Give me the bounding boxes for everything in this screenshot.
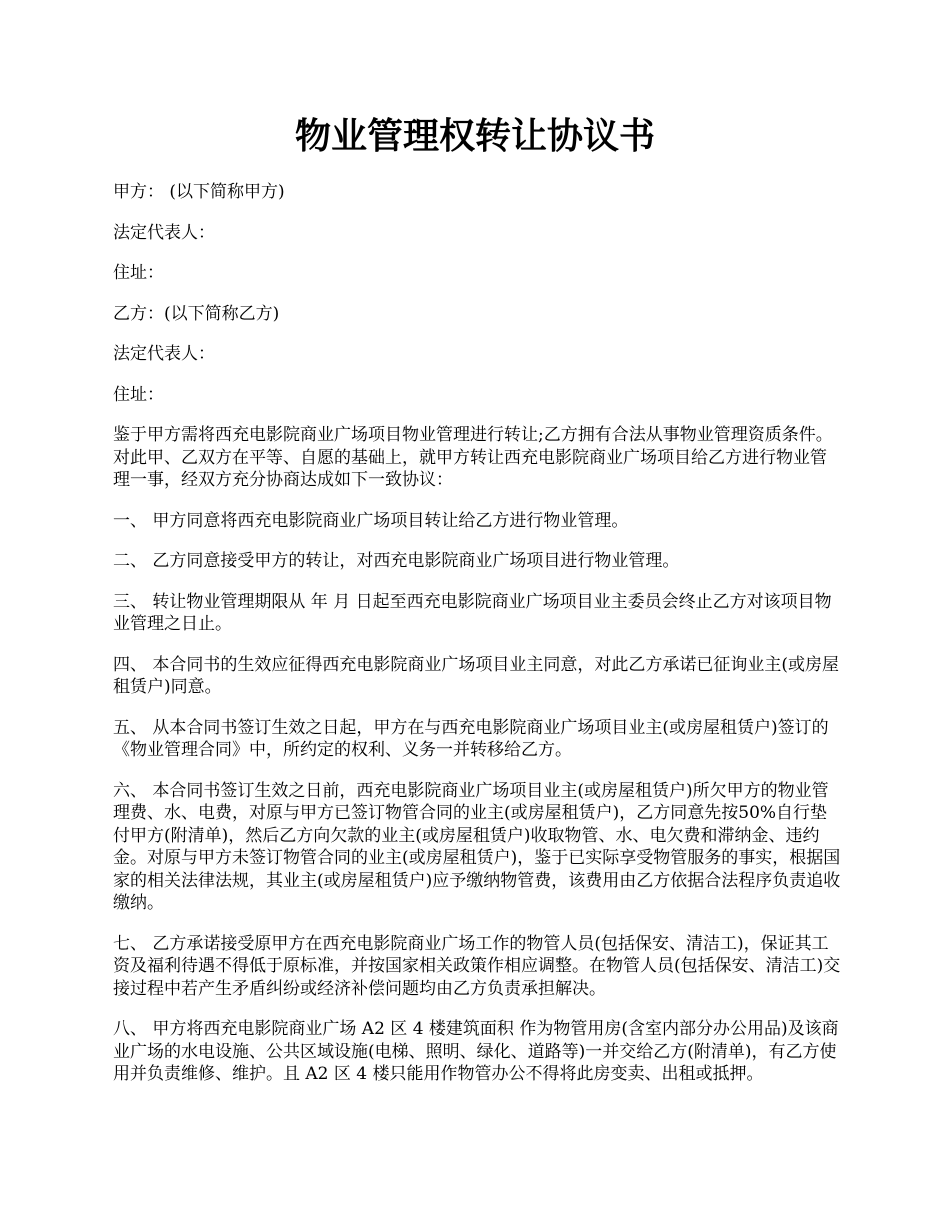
clause-7: 七、 乙方承诺接受原甲方在西充电影院商业广场工作的物管人员(包括保安、清洁工)，保证其工资及福利待遇不得低于原标准，并按国家相关政策作相应调整。在物管人员(包括保安、清洁工)交接过程中若产生矛盾纠纷或经济补偿问题均由乙方负责承担解决。: [113, 933, 841, 999]
party-b-representative: 法定代表人：: [113, 344, 215, 364]
clause-5: 五、 从本合同书签订生效之日起，甲方在与西充电影院商业广场项目业主(或房屋租赁户)签订的《物业管理合同》中，所约定的权利、义务一并转移给乙方。: [113, 717, 829, 760]
clause-8: 八、 甲方将西充电影院商业广场 A2 区 4 楼建筑面积 作为物管用房(含室内部分办公用品)及该商业广场的水电设施、公共区域设施(电梯、照明、绿化、道路等)一并交给乙方(附清单)，有乙方使用并负责维修、维护。且 A2 区 4 楼只能用作物管办公不得将此房变卖、出租或抵押。: [113, 1019, 839, 1084]
clause-2: 二、 乙方同意接受甲方的转让，对西充电影院商业广场项目进行物业管理。: [113, 551, 680, 571]
clause-1: 一、 甲方同意将西充电影院商业广场项目转让给乙方进行物业管理。: [113, 510, 629, 531]
clause-3: 三、 转让物业管理期限从 年 月 日起至西充电影院商业广场项目业主委员会终止乙方对该项目物业管理之日止。: [113, 591, 832, 634]
party-a-address: 住址：: [113, 263, 164, 283]
party-a-representative: 法定代表人：: [113, 222, 215, 243]
document-title: 物业管理权转让协议书: [294, 115, 655, 157]
clause-4: 四、 本合同书的生效应征得西充电影院商业广场项目业主同意，对此乙方承诺已征询业主(或房屋租赁户)同意。: [113, 654, 840, 697]
party-b-address: 住址：: [113, 384, 164, 405]
intro-paragraph: 鉴于甲方需将西充电影院商业广场项目物业管理进行转让;乙方拥有合法从事物业管理资质条件。对此甲、乙双方在平等、自愿的基础上，就甲方转让西充电影院商业广场项目给乙方进行物业管理一事，经双方充分协商达成如下一致协议：: [113, 425, 833, 490]
party-a-line: 甲方： (以下简称甲方): [113, 182, 285, 202]
party-b-line: 乙方：(以下简称乙方): [113, 303, 280, 324]
document-body: [113, 181, 841, 1104]
clause-6: 六、 本合同书签订生效之日前，西充电影院商业广场项目业主(或房屋租赁户)所欠甲方的物业管理费、水、电费，对原与甲方已签订物管合同的业主(或房屋租赁户)，乙方同意先按50%自行垫付甲方(附清单)，然后乙方向欠款的业主(或房屋租赁户)收取物管、水、电欠费和滞纳金、违约金。对原与甲方未签订物管合同的业主(或房屋租赁户)，鉴于已实际享受物管服务的事实，根据国家的相关法律法规，其业主(或房屋租赁户)应予缴纳物管费，该费用由乙方依据合法程序负责追收缴纳。: [113, 780, 841, 913]
